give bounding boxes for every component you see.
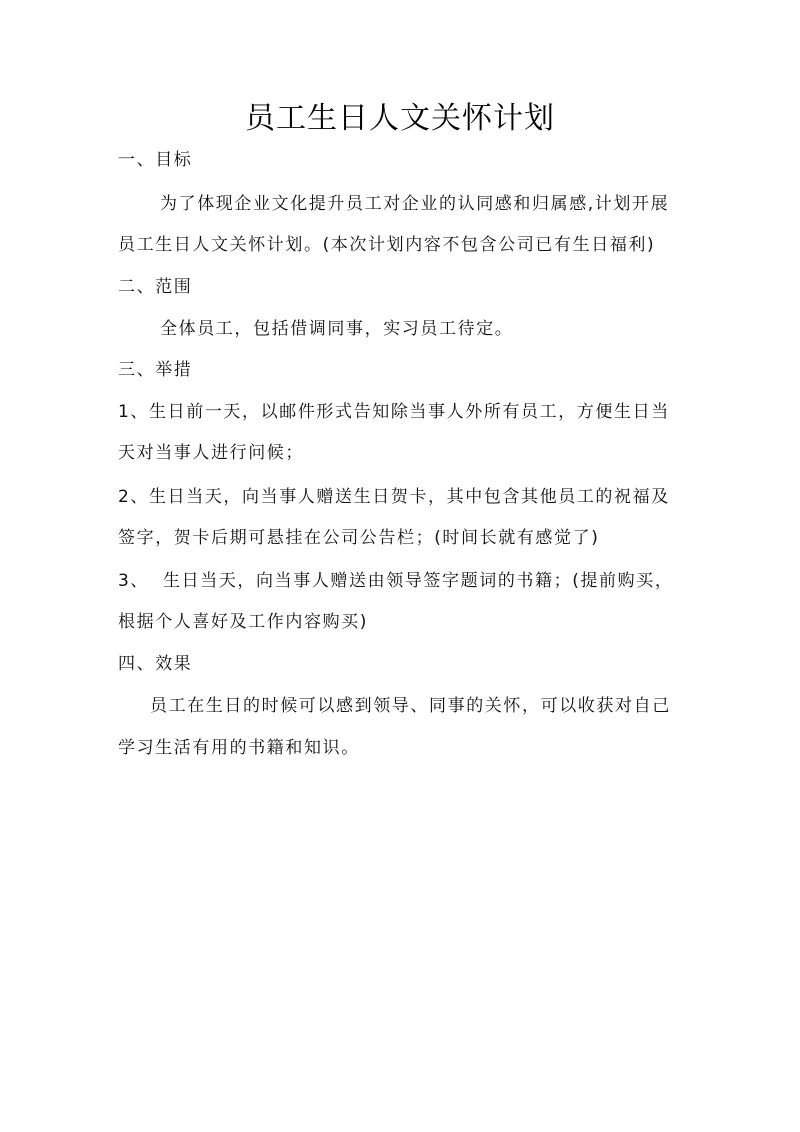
goal-line-1: 为了体现企业文化提升员工对企业的认同感和归属感,计划开展 [160,194,670,214]
measure-item-1-number: 1、 [118,402,150,422]
section-heading-goal: 一、目标 [118,150,193,170]
measure-item-1-line-1 [118,400,688,424]
section-heading-effect: 四、效果 [118,654,193,674]
measure-item-2-line-1 [118,485,688,509]
measure-item-1-text: 生日前一天，以邮件形式告知除当事人外所有员工，方便生日当 [149,402,670,422]
effect-line-2: 学习生活有用的书籍和知识。 [118,738,360,758]
measure-item-3-number: 3、 [118,571,150,591]
measure-item-2-line-2: 签字，贺卡后期可悬挂在公司公告栏；(时间长就有感觉了) [118,528,600,548]
measure-item-2-text: 生日当天，向当事人赠送生日贺卡，其中包含其他员工的祝福及 [149,487,670,507]
goal-line-2: 员工生日人文关怀计划。(本次计划内容不包含公司已有生日福利) [118,235,656,255]
effect-line-1: 员工在生日的时候可以感到领导、同事的关怀，可以收获对自己 [150,696,671,716]
section-heading-measures: 三、举措 [118,360,193,380]
section-heading-scope: 二、范围 [118,277,193,297]
measure-item-3-text: 生日当天，向当事人赠送由领导签字题词的书籍；(提前购买， [163,571,674,591]
measure-item-1-line-2: 天对当事人进行问候； [118,443,304,463]
scope-line-1: 全体员工，包括借调同事，实习员工待定。 [160,319,514,339]
document-title: 员工生日人文关怀计划 [245,101,555,136]
measure-item-3-line-2: 根据个人喜好及工作内容购买) [118,612,369,632]
measure-item-3-line-1 [118,569,688,593]
measure-item-2-number: 2、 [118,487,150,507]
